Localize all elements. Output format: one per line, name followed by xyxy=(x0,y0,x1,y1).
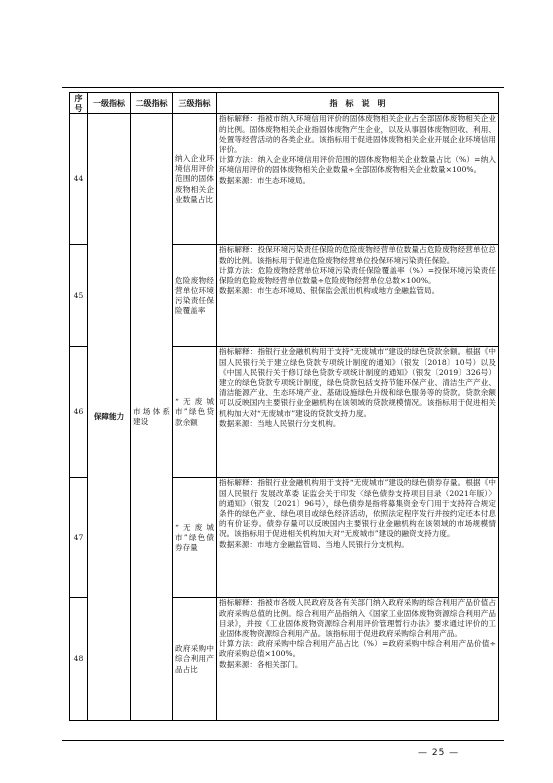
row-seq: 46 xyxy=(70,347,88,478)
desc-explanation: 指标解释：指被市纳入环境信用评价的固体废物相关企业占全部固体废物相关企业的比例。固体废物相关企业指固体废物产生企业，以及从事固体废物回收、利用、处置等经营活动的各类企业。该指标用于促进固体废物相关企业开展企业环境信用评价。 xyxy=(219,114,496,155)
level3-indicator: “无废城市”绿色债券存量 xyxy=(173,478,217,598)
header-description: 指 标 说 明 xyxy=(217,93,499,114)
page-number: — 25 — xyxy=(418,748,460,758)
desc-explanation: 指标解释：指银行业金融机构用于支持“无废城市”建设的绿色债券存量。根据《中国人民银行 发展改革委 证监会关于印发〈绿色债券支持项目目录（2021年版）〉的通知》（银发〔2021〕96号），绿色债券是指将募集资金专门用于支持符合规定条件的绿色产业、绿色项目或绿色经济活动，依照法定程序发行并按约定还本付息的有价证券。债券存量可以反映国内主要银行业金融机构在该领域的市场规模情况。该指标用于促进相关机构加大对“无废城市”建设的融资支持力度。 xyxy=(219,478,496,539)
header-level1: 一级指标 xyxy=(88,93,131,114)
header-level3: 三级指标 xyxy=(173,93,217,114)
desc-source: 数据来源：各相关部门。 xyxy=(219,659,303,669)
indicator-table xyxy=(69,92,499,721)
indicator-description xyxy=(217,114,499,245)
desc-method: 计算方法：纳入企业环境信用评价范围的固体废物相关企业数量占比（%）=纳入环境信用评价的固体废物相关企业数量÷全部固体废物相关企业数量×100%。 xyxy=(219,155,496,175)
level1-indicator: 保障能力 xyxy=(88,114,131,721)
level3-indicator: 危险废物经营单位环境污染责任保险覆盖率 xyxy=(173,245,217,347)
desc-source: 数据来源：市生态环境局、银保监会派出机构或地方金融监管局。 xyxy=(219,286,440,296)
indicator-description xyxy=(217,245,499,347)
desc-source: 数据来源：市地方金融监管局、当地人民银行分支机构。 xyxy=(219,539,409,549)
indicator-description xyxy=(217,478,499,598)
desc-source: 数据来源：当地人民银行分支机构。 xyxy=(219,418,341,428)
desc-method: 计算方法：政府采购中综合利用产品占比（%）=政府采购中综合利用产品价值÷政府采购总值×100%。 xyxy=(219,639,496,659)
bottom-rule xyxy=(62,740,504,741)
table-row xyxy=(70,114,499,245)
level2-indicator: 市场体系建设 xyxy=(131,114,173,721)
indicator-description xyxy=(217,347,499,478)
row-seq: 47 xyxy=(70,478,88,598)
desc-source: 数据来源：市生态环境局。 xyxy=(219,175,311,185)
indicator-description xyxy=(217,598,499,721)
level3-indicator: “无废城市”绿色贷款余额 xyxy=(173,347,217,478)
top-rule xyxy=(62,87,504,88)
header-level2: 二级指标 xyxy=(131,93,173,114)
level3-indicator: 政府采购中综合利用产品占比 xyxy=(173,598,217,721)
level3-indicator: 纳入企业环境信用评价范围的固体废物相关企业数量占比 xyxy=(173,114,217,245)
desc-method: 计算方法：危险废物经营单位环境污染责任保险覆盖率（%）=投保环境污染责任保险的危险废物经营单位数量÷危险废物经营单位总数×100%。 xyxy=(219,265,496,286)
desc-explanation: 指标解释：指银行业金融机构用于支持“无废城市”建设的绿色贷款余额。根据《中国人民银行关于建立绿色贷款专项统计制度的通知》（银发〔2018〕10号）以及《中国人民银行关于修订绿色贷款专项统计制度的通知》（银发〔2019〕326号）建立的绿色贷款专项统计制度，绿色贷款包括支持节能环保产业、清洁生产产业、清洁能源产业、生态环境产业、基础设施绿色升级和绿色服务等的贷款。贷款余额可以反映国内主要银行业金融机构在该领域的贷款规模情况。该指标用于促进相关机构加大对“无废城市”建设的贷款支持力度。 xyxy=(219,347,496,418)
table-header-row xyxy=(70,93,499,114)
row-seq: 48 xyxy=(70,598,88,721)
desc-explanation: 指标解释：投保环境污染责任保险的危险废物经营单位数量占危险废物经营单位总数的比例。该指标用于促进危险废物经营单位投保环境污染责任保险。 xyxy=(219,245,496,265)
desc-explanation: 指标解释：指被市各级人民政府及各有关部门纳入政府采购的综合利用产品价值占政府采购总值的比例。综合利用产品指纳入《国家工业固体废物资源综合利用产品目录》，并按《工业固体废物资源综合利用评价管理暂行办法》要求通过评价的工业固体废物资源综合利用产品。该指标用于促进政府采购综合利用产品。 xyxy=(219,598,496,639)
header-seq: 序号 xyxy=(70,93,88,114)
row-seq: 44 xyxy=(70,114,88,245)
row-seq: 45 xyxy=(70,245,88,347)
